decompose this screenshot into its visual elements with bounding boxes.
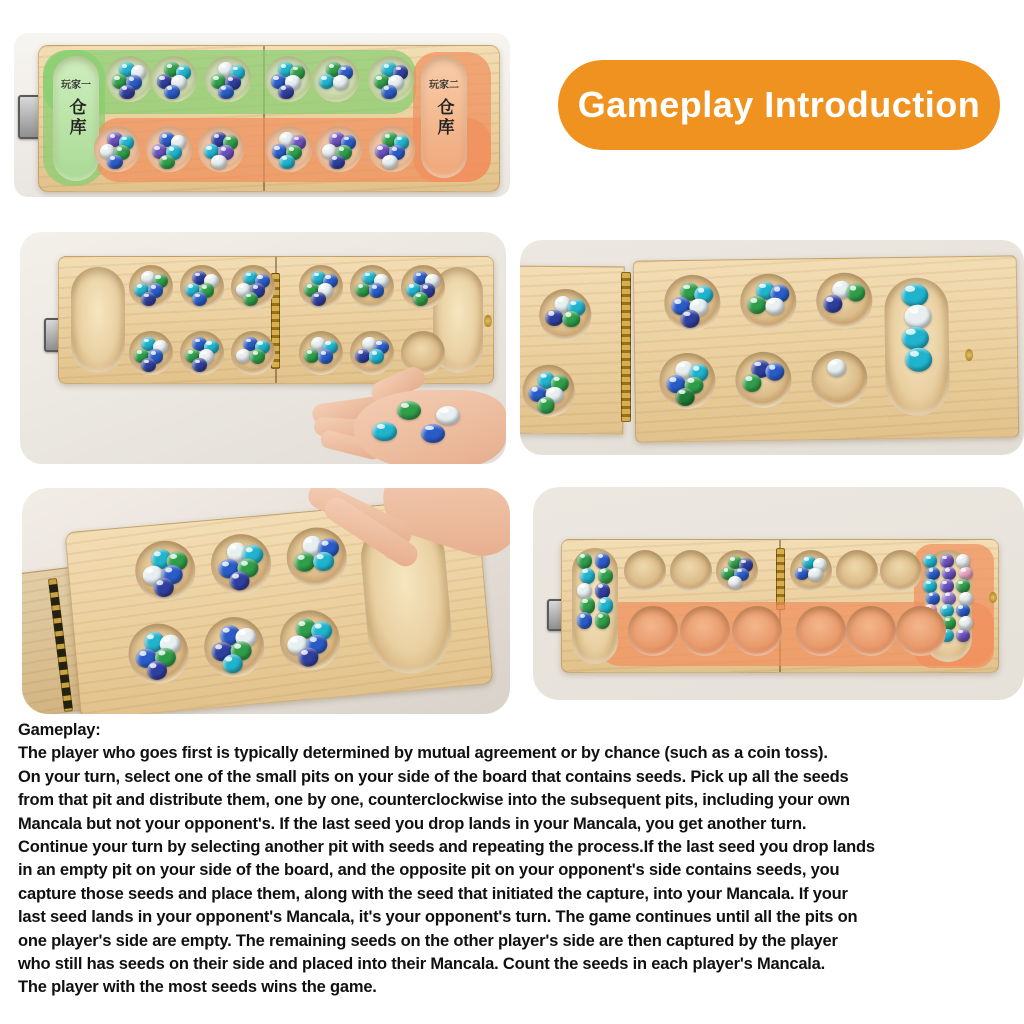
bead xyxy=(595,612,611,628)
pit xyxy=(94,126,140,172)
photo-endgame-board xyxy=(533,487,1024,700)
pit xyxy=(670,550,712,592)
pit xyxy=(198,126,244,172)
bead xyxy=(577,583,593,599)
bead xyxy=(141,292,156,306)
pit xyxy=(146,126,192,172)
bead xyxy=(956,554,970,567)
bead xyxy=(278,85,294,100)
pit xyxy=(202,615,267,680)
pit xyxy=(350,331,394,375)
bead xyxy=(318,349,333,363)
mancala-store xyxy=(71,267,125,373)
bead xyxy=(436,406,460,425)
board xyxy=(38,45,500,192)
bead xyxy=(823,295,842,313)
bead xyxy=(333,75,349,90)
bead xyxy=(355,283,370,297)
pit xyxy=(732,606,782,656)
bead xyxy=(146,660,168,681)
gameplay-text xyxy=(18,719,1020,1000)
bead xyxy=(250,349,265,363)
bead xyxy=(211,155,227,170)
pit xyxy=(265,56,311,102)
pit xyxy=(664,274,721,331)
bead xyxy=(827,359,846,377)
pit xyxy=(180,265,224,309)
pit xyxy=(680,606,730,656)
hinge-pin xyxy=(989,592,997,603)
mancala-store xyxy=(884,277,950,416)
photo-seed-drop xyxy=(22,488,510,714)
board xyxy=(561,539,999,673)
bead xyxy=(901,326,928,350)
bead xyxy=(959,616,973,629)
pit xyxy=(716,550,758,592)
pit xyxy=(129,265,173,309)
palm xyxy=(354,390,506,464)
pit xyxy=(369,126,415,172)
hand xyxy=(312,374,506,464)
pit xyxy=(522,365,574,417)
pit xyxy=(180,331,224,375)
gameplay-line: in an empty pit on your side of the board, and the opposite pit on your opponent's side contains seeds, you xyxy=(18,861,840,880)
bead xyxy=(381,85,397,100)
bead xyxy=(923,579,937,592)
pit xyxy=(133,538,198,603)
bead xyxy=(355,349,370,363)
hinge-pin xyxy=(484,315,492,327)
gameplay-line: Continue your turn by selecting another pit with seeds and repeating the process.If the last seed you drop lands xyxy=(18,838,875,857)
gameplay-line: who still has seeds on their side and placed into their Mancala. Count the seeds in each player's Mancala. xyxy=(18,955,826,974)
pit xyxy=(299,265,343,309)
board-right-half xyxy=(633,255,1020,442)
player1-store xyxy=(53,56,99,181)
bead xyxy=(923,554,937,567)
bead xyxy=(413,292,428,306)
bead xyxy=(159,155,175,170)
bead xyxy=(537,397,555,414)
photo-board-closeup xyxy=(520,240,1024,455)
bead xyxy=(728,576,742,589)
board xyxy=(58,256,494,384)
pit xyxy=(316,126,362,172)
photo-labeled-board xyxy=(14,33,510,197)
player1-label: 玩家一 xyxy=(61,80,91,91)
gameplay-heading: Gameplay: xyxy=(18,721,101,739)
bead xyxy=(942,592,956,605)
pit xyxy=(126,621,191,686)
player2-store-label: 仓库 xyxy=(434,98,454,138)
bead xyxy=(421,424,445,443)
pit xyxy=(628,606,678,656)
bead xyxy=(598,568,614,584)
gameplay-line: capture those seeds and place them, along with the seed that initiated the capture, into your Mancala. If your xyxy=(18,884,848,903)
pit xyxy=(735,351,792,408)
bead xyxy=(218,85,234,100)
bead xyxy=(243,292,258,306)
gameplay-line: On your turn, select one of the small pits on your side of the board that contains seeds. Pick up all the seeds xyxy=(18,767,849,786)
pit xyxy=(231,265,275,309)
bead xyxy=(319,74,335,89)
bead xyxy=(940,554,954,567)
pit xyxy=(299,331,343,375)
player2-label: 玩家二 xyxy=(429,80,459,91)
pit xyxy=(401,265,445,309)
pit xyxy=(277,608,342,673)
pit xyxy=(209,532,274,597)
gameplay-line: The player who goes first is typically determined by mutual agreement or by chance (such as a coin toss). xyxy=(18,744,828,763)
hand xyxy=(274,488,510,589)
bead xyxy=(279,155,295,170)
bead xyxy=(680,309,699,327)
bead xyxy=(229,571,251,592)
photo-board-with-hand xyxy=(20,232,506,464)
bead xyxy=(905,305,932,329)
bead xyxy=(956,579,970,592)
bead xyxy=(192,358,207,372)
pit xyxy=(740,273,797,330)
pit xyxy=(539,289,591,341)
bead xyxy=(595,553,611,569)
pit xyxy=(129,331,173,375)
pit xyxy=(790,550,832,592)
bead xyxy=(311,292,326,306)
bead xyxy=(926,592,940,605)
bead xyxy=(192,292,207,306)
hinge xyxy=(776,548,785,610)
mancala-store xyxy=(572,548,618,664)
bead xyxy=(795,567,809,580)
bead xyxy=(164,85,180,100)
bead xyxy=(577,612,593,628)
bead xyxy=(675,388,694,406)
bead xyxy=(119,85,135,100)
bead xyxy=(297,647,319,668)
bead xyxy=(369,283,384,297)
bead xyxy=(905,348,932,372)
pit xyxy=(205,56,251,102)
pit xyxy=(350,265,394,309)
pit xyxy=(313,56,359,102)
pit xyxy=(880,550,922,592)
hinge xyxy=(621,272,631,422)
bead xyxy=(580,568,596,584)
player2-store xyxy=(421,56,467,178)
bead xyxy=(153,577,175,598)
gameplay-line: one player's side are empty. The remaining seeds on the other player's side are then captured by the player xyxy=(18,931,838,950)
bead xyxy=(808,568,822,581)
bead xyxy=(742,374,761,392)
gameplay-line: from that pit and distribute them, one by one, counterclockwise into the subsequent pits, including your own xyxy=(18,791,850,810)
bead xyxy=(595,583,611,599)
gameplay-line: last seed lands in your opponent's Mancala, it's your opponent's turn. The game continues until all the pits on xyxy=(18,908,858,927)
title-banner xyxy=(558,60,1000,150)
pit xyxy=(151,56,197,102)
gameplay-line: The player with the most seeds wins the game. xyxy=(18,978,377,997)
pit xyxy=(811,350,868,407)
pit xyxy=(106,56,152,102)
bead xyxy=(372,422,396,441)
board-left-half xyxy=(520,265,625,434)
bead xyxy=(959,592,973,605)
pit xyxy=(896,606,946,656)
bead xyxy=(580,597,596,613)
bead xyxy=(765,363,784,381)
bead xyxy=(956,629,970,642)
bead xyxy=(901,283,928,307)
bead xyxy=(141,358,156,372)
bead xyxy=(765,297,784,315)
bead xyxy=(369,349,384,363)
bead xyxy=(222,654,244,675)
bead xyxy=(329,155,345,170)
bead xyxy=(545,310,563,327)
bead xyxy=(562,311,580,328)
bead xyxy=(747,296,766,314)
bead xyxy=(236,349,251,363)
pit xyxy=(836,550,878,592)
pit xyxy=(624,550,666,592)
gameplay-line: Mancala but not your opponent's. If the last seed you drop lands in your Mancala, you get another turn. xyxy=(18,814,807,833)
title-banner-label: Gameplay Introduction xyxy=(577,84,981,125)
pit xyxy=(816,272,873,329)
bead xyxy=(846,284,865,302)
pit xyxy=(659,353,716,410)
pit xyxy=(368,56,414,102)
bead xyxy=(382,155,398,170)
pit xyxy=(846,606,896,656)
pit xyxy=(796,606,846,656)
pit xyxy=(231,331,275,375)
bead xyxy=(107,155,123,170)
bead xyxy=(577,553,593,569)
bead xyxy=(304,349,319,363)
hinge-pin xyxy=(965,349,973,361)
player1-store-label: 仓库 xyxy=(66,98,86,138)
pit xyxy=(266,126,312,172)
bead xyxy=(397,401,421,420)
bead xyxy=(598,597,614,613)
bead xyxy=(940,579,954,592)
